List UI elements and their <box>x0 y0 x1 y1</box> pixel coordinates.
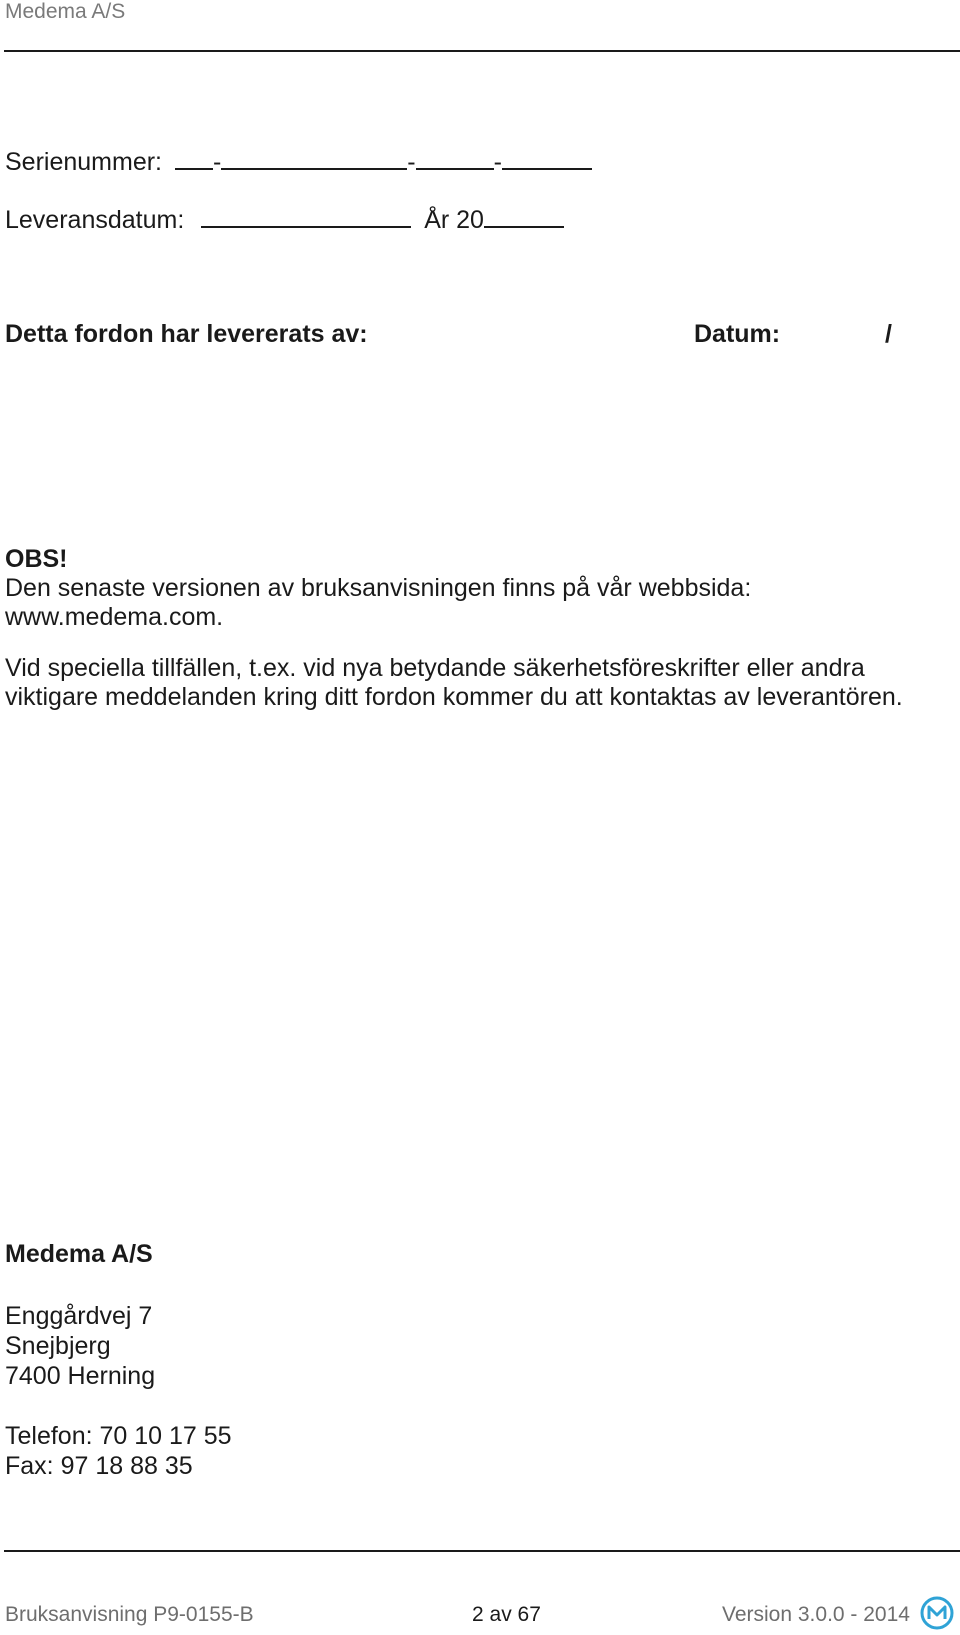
delivery-row <box>5 204 564 235</box>
footer-doc: Bruksanvisning P9-0155-B <box>5 1603 254 1626</box>
address-town: Snejbjerg <box>5 1332 111 1360</box>
serial-dash: - <box>407 148 416 176</box>
notice-line: Vid speciella tillfällen, t.ex. vid nya betydande säkerhetsföreskrifter eller andra <box>5 654 865 682</box>
delivery-label: Leveransdatum: <box>5 206 185 234</box>
notice-title: OBS! <box>5 545 68 573</box>
serial-blank-3[interactable] <box>416 146 494 170</box>
footer-version: Version 3.0.0 - 2014 <box>722 1603 910 1626</box>
header-rule <box>4 50 960 52</box>
address-postal: 7400 Herning <box>5 1362 156 1390</box>
serial-blank-2[interactable] <box>221 146 407 170</box>
notice-url: www.medema.com. <box>5 603 224 631</box>
delivery-date-blank[interactable] <box>201 204 411 228</box>
notice-block <box>5 545 903 712</box>
serial-label: Serienummer: <box>5 148 162 176</box>
year-prefix: År 20 <box>424 206 484 234</box>
serial-row <box>5 146 592 177</box>
serial-dash: - <box>493 148 502 176</box>
notice-line: Den senaste versionen av bruksanvisningen finns på vår webbsida: <box>5 574 752 602</box>
serial-blank-1[interactable] <box>175 146 213 170</box>
address-fax: Fax: 97 18 88 35 <box>5 1452 193 1480</box>
footer-rule <box>4 1550 960 1552</box>
footer-page: 2 av 67 <box>472 1603 541 1626</box>
notice-line: viktigare meddelanden kring ditt fordon kommer du att kontaktas av leverantören. <box>5 683 903 711</box>
address-phone: Telefon: 70 10 17 55 <box>5 1422 232 1450</box>
year-blank[interactable] <box>484 204 564 228</box>
address-street: Enggårdvej 7 <box>5 1302 153 1330</box>
delivered-by-label: Detta fordon har levererats av: <box>5 320 368 348</box>
serial-dash: - <box>212 148 222 176</box>
header-company: Medema A/S <box>5 0 126 23</box>
date-label: Datum: <box>694 320 781 348</box>
serial-blank-4[interactable] <box>502 146 592 170</box>
address-company: Medema A/S <box>5 1240 153 1268</box>
address-block <box>5 1301 232 1481</box>
medema-logo-icon <box>920 1596 954 1630</box>
date-separator: / <box>885 320 892 348</box>
